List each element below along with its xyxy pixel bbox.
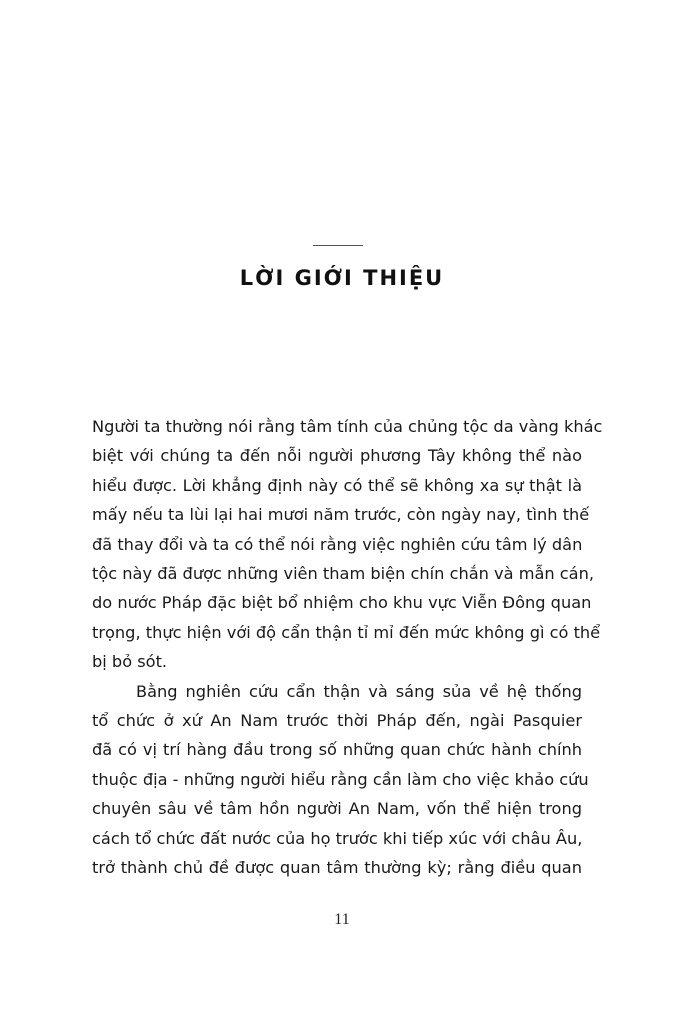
paragraph-2 (92, 677, 589, 883)
text-line: thuộc địa - những người hiểu rằng cần làm cho việc khảo cứu (92, 769, 589, 789)
text-line: đã thay đổi và ta có thể nói rằng việc nghiên cứu tâm lý dân (92, 534, 583, 554)
text-line: biệt với chúng ta đến nỗi người phương Tây không thể nào (92, 446, 582, 466)
text-line: Bằng nghiên cứu cẩn thận và sáng sủa về hệ thống (136, 681, 582, 701)
text-line: tổ chức ở xứ An Nam trước thời Pháp đến, ngài Pasquier (92, 711, 582, 731)
text-line: hiểu được. Lời khẳng định này có thể sẽ không xa sự thật là (92, 475, 582, 495)
text-line: đã có vị trí hàng đầu trong số những quan chức hành chính (92, 740, 582, 760)
chapter-title: LỜI GIỚI THIỆU (239, 266, 445, 290)
text-line: trọng, thực hiện với độ cẩn thận tỉ mỉ đến mức không gì có thể (92, 622, 601, 642)
text-line: do nước Pháp đặc biệt bổ nhiệm cho khu vực Viễn Đông quan (92, 593, 592, 613)
paragraph-1 (92, 412, 603, 677)
text-line-indented (92, 677, 582, 706)
text-line: cách tổ chức đất nước của họ trước khi tiếp xúc với châu Âu, (92, 828, 583, 848)
text-line: trở thành chủ đề được quan tâm thường kỳ; rằng điều quan (92, 858, 582, 878)
text-line: mấy nếu ta lùi lại hai mươi năm trước, còn ngày nay, tình thế (92, 505, 590, 525)
text-line: tộc này đã được những viên tham biện chín chắn và mẫn cán, (92, 564, 595, 584)
title-rule (313, 245, 363, 246)
text-line: chuyên sâu về tâm hồn người An Nam, vốn thể hiện trong (92, 799, 582, 819)
body-text (92, 412, 603, 883)
text-line: Người ta thường nói rằng tâm tính của chủng tộc da vàng khác (92, 417, 603, 436)
text-line: bị bỏ sót. (92, 652, 168, 672)
page-number: 11 (334, 911, 350, 928)
